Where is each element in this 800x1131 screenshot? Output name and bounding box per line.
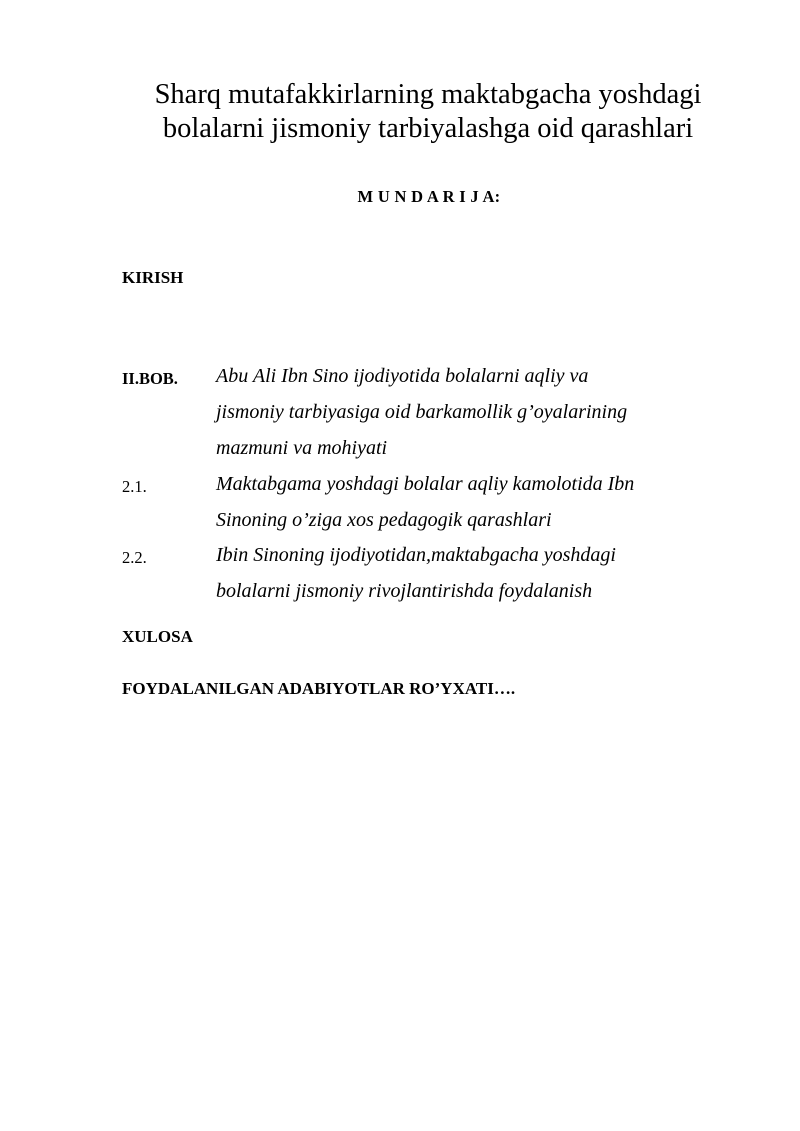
toc-entry-number: II.BOB. bbox=[122, 369, 178, 388]
toc-entry-title-line: mazmuni va mohiyati bbox=[216, 437, 388, 459]
toc-entry-title bbox=[216, 537, 686, 609]
toc-conclusion: XULOSA bbox=[122, 627, 193, 646]
document-title bbox=[100, 78, 756, 146]
toc-entry-title bbox=[216, 358, 686, 466]
toc-bibliography: FOYDALANILGAN ADABIYOTLAR RO’YXATI…. bbox=[122, 679, 516, 698]
toc-entry-title-line: jismoniy tarbiyasiga oid barkamollik g’oyalarining bbox=[216, 401, 628, 423]
toc-entry-title-line: Maktabgama yoshdagi bolalar aqliy kamolotida Ibn bbox=[216, 473, 635, 495]
document-title-line-1: Sharq mutafakkirlarning maktabgacha yoshdagi bbox=[154, 79, 702, 110]
toc-intro: KIRISH bbox=[122, 268, 184, 287]
toc-entry-number: 2.2. bbox=[122, 548, 147, 567]
toc-entry-title bbox=[216, 466, 686, 538]
document-title-line-2: bolalarni jismoniy tarbiyalashga oid qarashlari bbox=[162, 113, 694, 144]
toc-entry-title-line: Abu Ali Ibn Sino ijodiyotida bolalarni aqliy va bbox=[216, 365, 589, 387]
toc-entry-title-line: bolalarni jismoniy rivojlantirishda foydalanish bbox=[216, 580, 593, 602]
toc-entry-title-line: Sinoning o’ziga xos pedagogik qarashlari bbox=[216, 509, 552, 531]
contents-heading: M U N D A R I J A: bbox=[357, 187, 501, 206]
toc-entry-number: 2.1. bbox=[122, 477, 147, 496]
toc-entry-title-line: Ibin Sinoning ijodiyotidan,maktabgacha yoshdagi bbox=[216, 544, 616, 566]
